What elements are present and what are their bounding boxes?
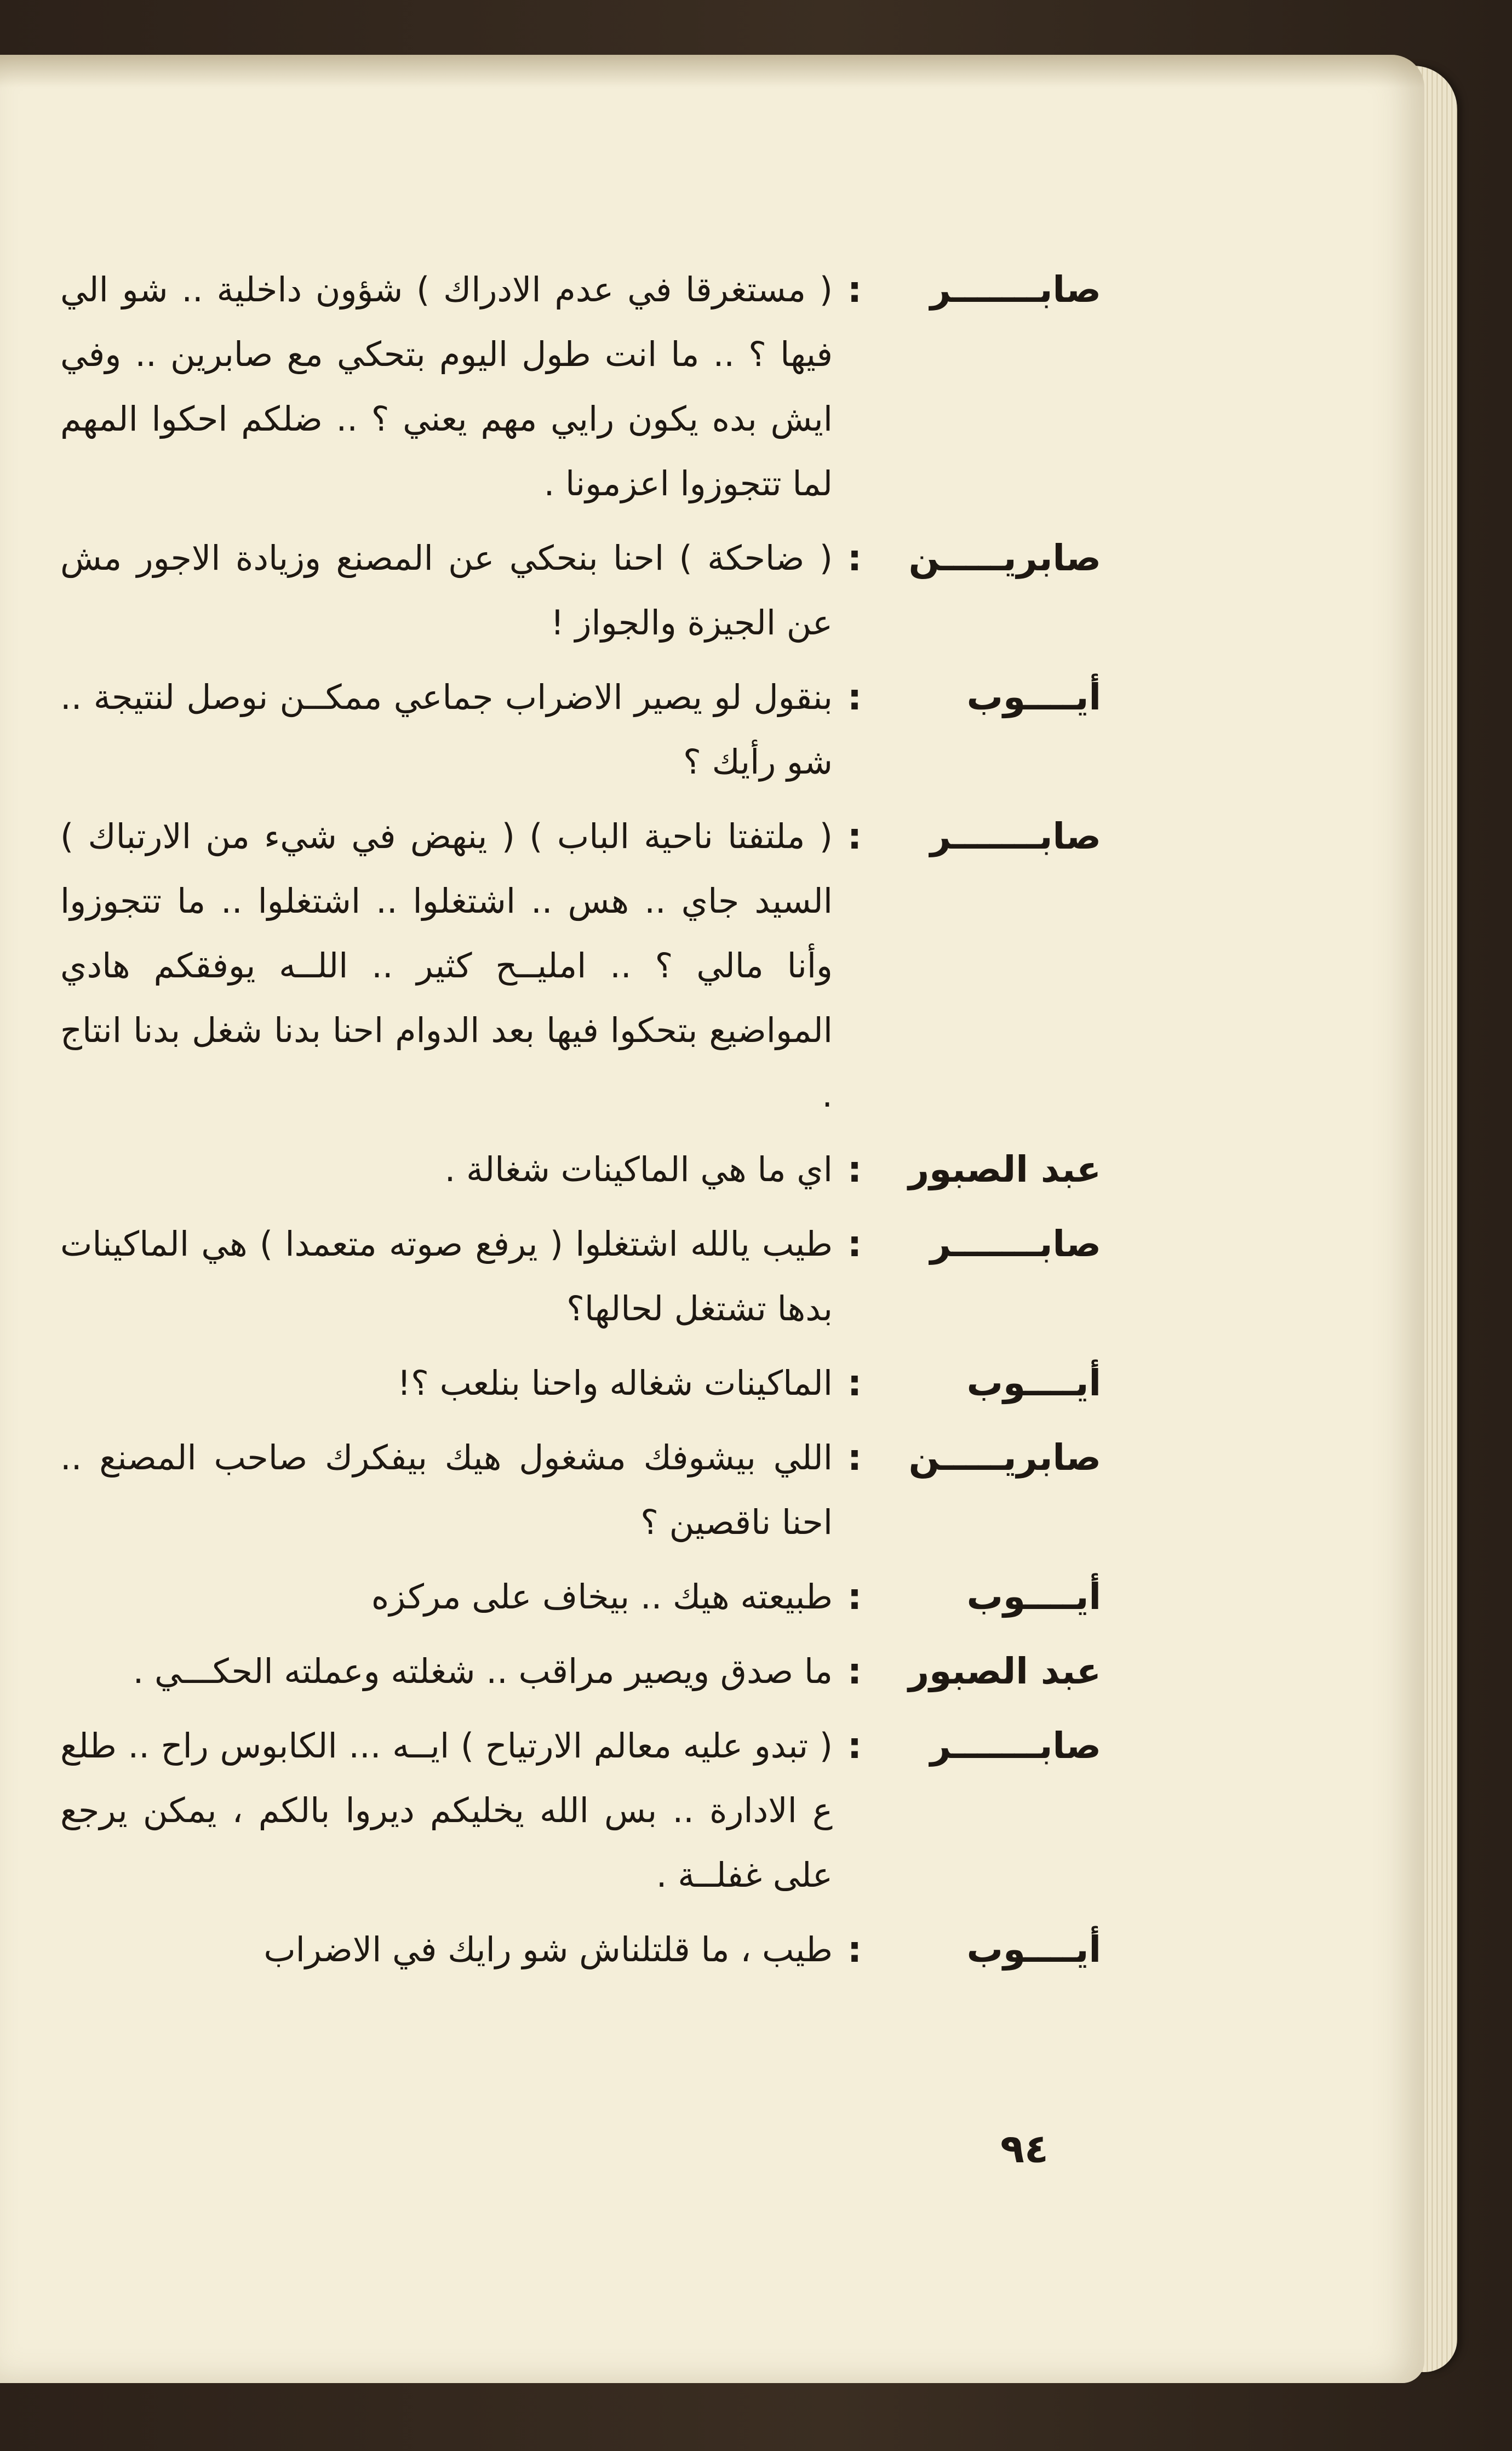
speech-text: طبيعته هيك .. بيخاف على مركزه [371, 1577, 833, 1617]
speaker-name: صابريـــــن [908, 537, 1101, 579]
speaker-colon: : [847, 268, 862, 311]
speaker-colon: : [847, 1148, 862, 1190]
dialogue-block [60, 257, 1101, 1992]
speech-text: ( تبدو عليه معالم الارتياح ) ايــه ... الكابوس راح .. طلع ع الادارة .. بس الله يخليكم ديروا بالكم ، يمكن يرجع على غفلــة . [60, 1726, 833, 1895]
speech-text: ( مستغرقا في عدم الادراك ) شؤون داخلية .. شو الي فيها ؟ .. ما انت طول اليوم بتحكي مع صابرين .. وفي ايش بده يكون رايي مهم يعني ؟ .. ضلكم احكوا المهم لما تتجوزوا اعزمونا . [60, 270, 833, 503]
speaker-name: صابـــــــر [930, 1725, 1101, 1767]
speaker-colon: : [847, 1576, 862, 1618]
dialogue-entry [60, 1565, 1101, 1629]
speaker-colon: : [847, 537, 862, 579]
speaker-name: أيــــوب [966, 676, 1101, 718]
speaker-name: صابـــــــر [930, 268, 1101, 311]
speech-text: ( ملتفتا ناحية الباب ) ( ينهض في شيء من الارتباك ) السيد جاي .. هس .. اشتغلوا .. اشتغلوا .. ما تتجوزوا وأنا مالي ؟ .. امليــح كثير .. اللــه يوفقكم هادي المواضيع بتحكوا فيها بعد الدوام احنا بدنا شغل بدنا انتاج . [60, 816, 833, 1115]
speaker-name: صابـــــــر [930, 815, 1101, 857]
speaker-name: صابريـــــن [908, 1436, 1101, 1479]
page-number: ٩٤ [1000, 2126, 1049, 2172]
speaker-colon: : [847, 676, 862, 718]
speaker-name: أيــــوب [966, 1576, 1101, 1618]
speech-text: اللي بيشوفك مشغول هيك بيفكرك صاحب المصنع .. احنا ناقصين ؟ [60, 1438, 833, 1542]
speech-text: ( ضاحكة ) احنا بنحكي عن المصنع وزيادة الاجور مش عن الجيزة والجواز ! [60, 538, 833, 643]
speech-text: طيب ، ما قلتلناش شو رايك في الاضراب [264, 1929, 833, 1969]
dialogue-entry [60, 1212, 1101, 1341]
speech-text: اي ما هي الماكينات شغالة . [444, 1149, 833, 1189]
speech-text: بنقول لو يصير الاضراب جماعي ممكــن نوصل لنتيجة .. شو رأيك ؟ [60, 677, 833, 782]
dialogue-entry [60, 1351, 1101, 1416]
speaker-colon: : [847, 1928, 862, 1971]
speaker-colon: : [847, 1650, 862, 1692]
speaker-name: عبد الصبور [908, 1148, 1101, 1190]
speaker-colon: : [847, 1725, 862, 1767]
dialogue-entry [60, 1917, 1101, 1982]
speaker-colon: : [847, 1223, 862, 1265]
speech-text: ما صدق ويصير مراقب .. شغلته وعملته الحكـــي . [133, 1651, 833, 1691]
speech-text: الماكينات شغاله واحنا بنلعب ؟! [397, 1363, 833, 1403]
dialogue-entry [60, 1425, 1101, 1555]
dialogue-entry [60, 526, 1101, 655]
speaker-name: صابـــــــر [930, 1223, 1101, 1265]
speaker-colon: : [847, 1436, 862, 1479]
speaker-colon: : [847, 1362, 862, 1404]
dialogue-entry [60, 804, 1101, 1127]
dialogue-entry [60, 1639, 1101, 1704]
speech-text: طيب يالله اشتغلوا ( يرفع صوته متعمدا ) هي الماكينات بدها تشتغل لحالها؟ [60, 1224, 833, 1328]
speaker-name: أيــــوب [966, 1362, 1101, 1404]
dialogue-entry [60, 1714, 1101, 1908]
speaker-name: عبد الصبور [908, 1650, 1101, 1692]
speaker-name: أيــــوب [966, 1928, 1101, 1971]
speaker-colon: : [847, 815, 862, 857]
dialogue-entry [60, 665, 1101, 794]
page-shadow [0, 55, 1424, 88]
dialogue-entry [60, 257, 1101, 516]
dialogue-entry [60, 1137, 1101, 1202]
